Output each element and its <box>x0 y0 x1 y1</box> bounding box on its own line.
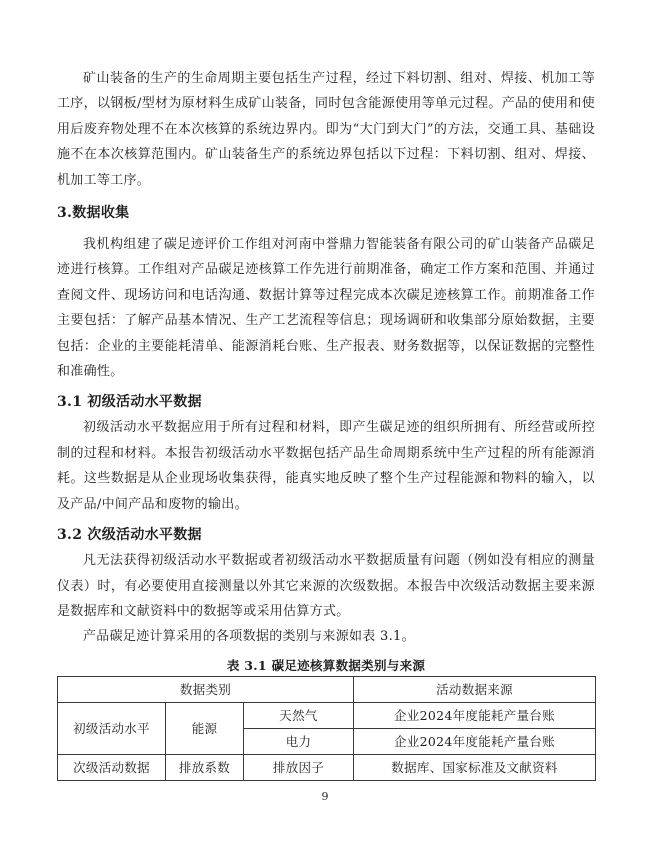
cell-electricity: 电力 <box>244 728 354 754</box>
heading-data-collection: 3.数据收集 <box>57 205 130 222</box>
cell-secondary-activity-data: 次级活动数据 <box>58 754 166 780</box>
table-caption: 表 3.1 碳足迹核算数据类别与来源 <box>226 657 426 673</box>
cell-emission-factor: 排放因子 <box>244 754 354 780</box>
cell-electricity-source: 企业2024年度能耗产量台账 <box>354 728 596 754</box>
table-row-natural-gas <box>58 702 596 728</box>
heading-primary-activity-data: 3.1 初级活动水平数据 <box>57 394 202 411</box>
page-number: 9 <box>321 790 329 803</box>
data-source-table <box>57 676 596 781</box>
header-cell-data-category: 数据类别 <box>58 676 354 702</box>
heading-secondary-activity-data: 3.2 次级活动水平数据 <box>57 527 202 544</box>
paragraph-data-collection: 我机构组建了碳足迹评价工作组对河南中誉鼎力智能装备有限公司的矿山装备产品碳足迹进行核算。工作组对产品碳足迹核算工作先进行前期准备，确定工作方案和范围、并通过查阅文件、现场访问和电话沟通、数据计算等过程完成本次碳足迹核算工作。前期准备工作主要包括：了解产品基本情况、生产工艺流程等信息；现场调研和收集部分原始数据，主要包括：企业的主要能耗清单、能源消耗台账、生产报表、财务数据等，以保证数据的完整性和准确性。 <box>57 237 595 380</box>
cell-primary-activity-level: 初级活动水平 <box>58 702 166 754</box>
cell-natural-gas: 天然气 <box>244 702 354 728</box>
paragraph-secondary-activity-data: 凡无法获得初级活动水平数据或者初级活动水平数据质量有问题（例如没有相应的测量仪表）时，有必要使用直接测量以外其它来源的次级数据。本报告中次级活动数据主要来源是数据库和文献资料中的数据等或采用估算方式。 <box>57 553 595 619</box>
paragraph-system-boundary: 矿山装备的生产的生命周期主要包括生产过程，经过下料切割、组对、焊接、机加工等工序，以钢板/型材为原材料生成矿山装备，同时包含能源使用等单元过程。产品的使用和使用后废弃物处理不在本次核算的系统边界内。即为“大门到大门”的方法，交通工具、基础设施不在本次核算范围内。矿山装备生产的系统边界包括以下过程：下料切割、组对、焊接、机加工等工序。 <box>57 71 595 188</box>
cell-energy: 能源 <box>166 702 244 754</box>
paragraph-primary-activity-data: 初级活动水平数据应用于所有过程和材料，即产生碳足迹的组织所拥有、所经营或所控制的过程和材料。本报告初级活动水平数据包括产品生命周期系统中生产过程的所有能源消耗。这些数据是从企业现场收集获得，能真实地反映了整个生产过程能源和物料的输入，以及产品/中间产品和废物的输出。 <box>57 420 595 512</box>
header-cell-activity-data-source: 活动数据来源 <box>354 676 596 702</box>
cell-secondary-source: 数据库、国家标准及文献资料 <box>354 754 596 780</box>
document-content <box>57 66 595 781</box>
cell-emission-coefficient: 排放系数 <box>166 754 244 780</box>
cell-natural-gas-source: 企业2024年度能耗产量台账 <box>354 702 596 728</box>
paragraph-table-lead-in: 产品碳足迹计算采用的各项数据的类别与来源如表 3.1。 <box>83 629 415 645</box>
table-header-row <box>58 676 596 702</box>
table-row-secondary-data <box>58 754 596 780</box>
